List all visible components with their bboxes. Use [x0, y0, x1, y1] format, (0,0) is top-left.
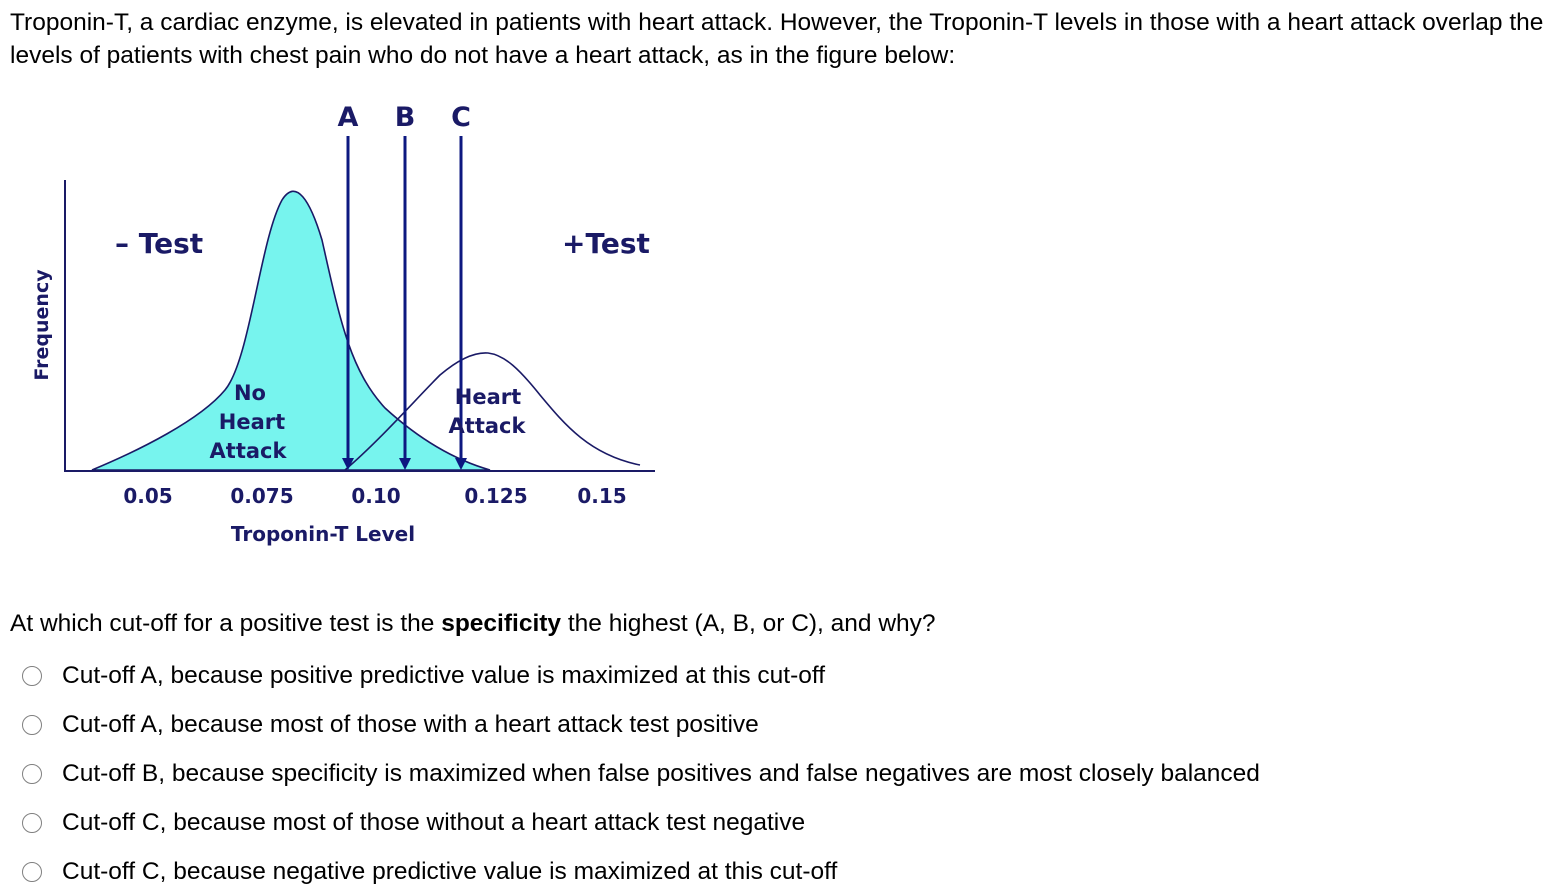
answer-option[interactable] [22, 847, 1260, 896]
intro-text: Troponin-T, a cardiac enzyme, is elevated in patients with heart attack. However, the Troponin-T levels in those with a heart attack overlap the levels of patients with chest pain who do not have a heart attack, as in the figure below: [10, 9, 1544, 69]
y-axis-label: Frequency [31, 269, 53, 381]
answer-option-label: Cut-off A, because most of those with a heart attack test positive [62, 710, 759, 738]
answer-option-label: Cut-off A, because positive predictive value is maximized at this cut-off [62, 661, 826, 689]
answer-option[interactable] [22, 700, 1260, 749]
x-tick-label: 0.10 [351, 484, 401, 508]
radio-button[interactable] [22, 764, 42, 784]
answer-option-label: Cut-off C, because most of those without a heart attack test negative [62, 808, 806, 836]
no-heart-attack-label-3: Attack [209, 439, 287, 463]
x-tick-label: 0.125 [464, 484, 528, 508]
negative-test-label: – Test [115, 227, 204, 260]
troponin-distribution-figure [0, 90, 700, 565]
cutoff-line-b [399, 136, 411, 470]
radio-button[interactable] [22, 813, 42, 833]
answer-option[interactable] [22, 651, 1260, 700]
no-heart-attack-label-2: Heart [218, 410, 286, 434]
answer-option[interactable] [22, 749, 1260, 798]
answer-option-label: Cut-off B, because specificity is maximized when false positives and false negatives are most closely balanced [62, 759, 1260, 787]
cutoff-label-a: A [337, 102, 359, 133]
heart-attack-label-2: Attack [448, 414, 526, 438]
positive-test-label: +Test [562, 227, 650, 260]
x-tick-label: 0.15 [577, 484, 627, 508]
question-bold-term: specificity [441, 610, 562, 637]
answer-option-label: Cut-off C, because negative predictive value is maximized at this cut-off [62, 857, 838, 885]
question-suffix: the highest (A, B, or C), and why? [561, 610, 936, 637]
distribution-diagram [0, 90, 700, 560]
no-heart-attack-label-1: No [233, 381, 267, 405]
x-tick-label: 0.075 [230, 484, 294, 508]
x-tick-label: 0.05 [123, 484, 173, 508]
cutoff-label-c: C [451, 102, 471, 133]
cutoff-label-b: B [394, 102, 416, 133]
radio-button[interactable] [22, 666, 42, 686]
answer-options [22, 651, 1260, 896]
radio-button[interactable] [22, 862, 42, 882]
heart-attack-label-1: Heart [454, 385, 522, 409]
x-axis-label: Troponin-T Level [230, 522, 416, 546]
question-prefix: At which cut-off for a positive test is the [10, 610, 442, 637]
radio-button[interactable] [22, 715, 42, 735]
answer-option[interactable] [22, 798, 1260, 847]
question-text [10, 607, 936, 640]
